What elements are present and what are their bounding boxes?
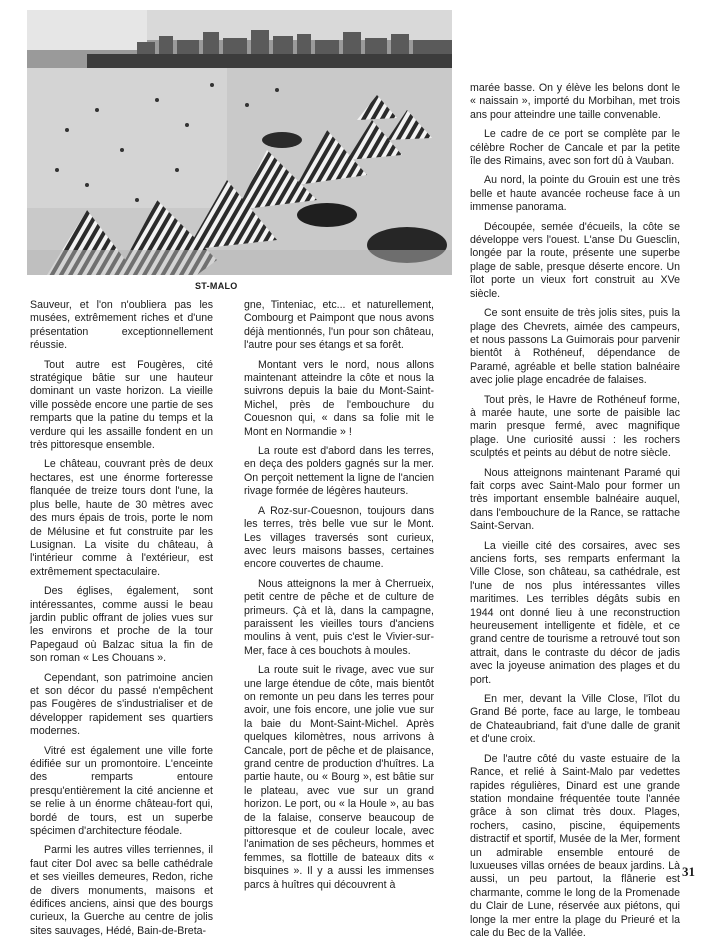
paragraph: Sauveur, et l'on n'oubliera pas les musées, extrêmement riches et d'une présentation exceptionnellement réussie.: [30, 299, 213, 352]
text-column-2: [244, 299, 434, 898]
paragraph: La route suit le rivage, avec vue sur une large étendue de côte, mais bientôt on remonte un peu dans les terres pour avoir, une fois encore, une jolie vue sur la baie du Mont-Saint-Michel. Après quelques kilomètres, nous arrivons à Cancale, port de pêche et de plaisance, grand centre de production d'huîtres. La partie haute, ou « Bourg », est bâtie sur le plateau, avec vue sur un grand horizon. Le port, ou « la Houle », au bas de la falaise, conserve beaucoup de pittoresque et de couleur locale, avec l'animation de ses pêcheurs, hommes et femmes, sa flottille de bateaux dits « bisquines ». Il y a aussi les immenses parcs à huîtres qui découvrent à: [244, 664, 434, 891]
paragraph: La route est d'abord dans les terres, en deça des polders gagnés sur la mer. On perçoit nettement la ligne de l'ancien rivage formée de légères hauteurs.: [244, 445, 434, 498]
text-column-3: [470, 82, 680, 946]
photo-caption: ST-MALO: [195, 281, 238, 291]
paragraph: Parmi les autres villes terriennes, il faut citer Dol avec sa belle cathédrale et ses vieilles demeures, Redon, riche de divers monuments, maisons et édifices anciens, ainsi que des bourgs curieux, la Guerche au centre de jolis sites sauvages, Hédé, Bain-de-Breta-: [30, 844, 213, 937]
paragraph: Montant vers le nord, nous allons maintenant atteindre la côte et nous la suivrons depuis la baie du Mont-Saint-Michel, près de l'embouchure du Couesnon qui, « dans sa folie mit le Mont en Normandie » !: [244, 358, 434, 438]
paragraph: De l'autre côté du vaste estuaire de la Rance, et relié à Saint-Malo par vedettes rapides régulières, Dinard est une grande station mondaine fréquentée toute l'année grâce à son climat très doux. Plages, rochers, casino, piscine, équipements distractif et sportif, Musée de la Mer, forment un admirable ensemble entouré de luxueuses villas ornées de beaux jardins. Là aussi, un peu partout, la flânerie est charmante, comme le long de la Promenade du Clair de Lune, réservée aux piétons, qui longe la mer entre la plage du Prieuré et la cale du Bec de la Vallée.: [470, 752, 680, 939]
paragraph: Tout autre est Fougères, cité stratégique bâtie sur une hauteur dominant un vaste horizon. La vieille ville possède encore une partie de ses remparts que la patine du temps et la verdure qui les assaille fondent en un très pittoresque ensemble.: [30, 358, 213, 452]
paragraph: Le château, couvrant près de deux hectares, est une énorme forteresse flanquée de treize tours dont l'une, la plus belle, haute de 30 mètres avec des murs épais de trois, porte le nom de Mélusine et fut construite par les Lusignan. La visite du château, à l'intérieur comme à l'extérieur, est extrêmement spectaculaire.: [30, 458, 213, 578]
page-number: 31: [682, 864, 695, 879]
paragraph: A Roz-sur-Couesnon, toujours dans les terres, très belle vue sur le Mont. Les villages traversés sont curieux, avec leurs maisons basses, certaines encore couvertes de chaume.: [244, 504, 434, 571]
paragraph: Nous atteignons la mer à Cherrueix, petit centre de pêche et de culture de primeurs. Çà et là, dans la campagne, paraissent les vieilles tours d'anciens moulins à vent, puis c'est le Vivier-sur-Mer, face à ces bouchots à moules.: [244, 577, 434, 657]
paragraph: Le cadre de ce port se complète par le célèbre Rocher de Cancale et par la petite île des Rimains, avec son fort dû à Vauban.: [470, 128, 680, 168]
paragraph: En mer, devant la Ville Close, l'îlot du Grand Bé porte, face au large, le tombeau de Chateaubriand, fait d'une dalle de granit et d'une croix.: [470, 693, 680, 746]
paragraph: La vieille cité des corsaires, avec ses anciens forts, ses remparts enfermant la Ville Close, son château, sa cathédrale, est l'une de nos plus intéressantes villes maritimes. Les terribles dégâts subis en 1944 ont donné lieu à une reconstruction heureusement intelligente et fidèle, et ce grand centre de tourisme a retrouvé tout son attrait, dans le contraste du décor de jadis avec la joyeuse animation des plages et du port.: [470, 539, 680, 686]
beach-photo-image: [27, 10, 452, 275]
paragraph: Vitré est également une ville forte édifiée sur un promontoire. L'enceinte des remparts entoure presqu'entièrement la cité ancienne et se relie à un énorme château-fort qui, bordé de tours, est un superbe spécimen d'architecture féodale.: [30, 744, 213, 838]
paragraph: Ce sont ensuite de très jolis sites, puis la plage des Chevrets, aimée des campeurs, et nous passons La Guimorais pour parvenir bientôt à Rothéneuf, dépendance de Paramé, agréable et belle station balnéaire avec jolie plage encadrée de falaises.: [470, 307, 680, 387]
beach-photo: [27, 10, 452, 275]
paragraph: Des églises, également, sont intéressantes, comme aussi le beau jardin public offrant de jolies vues sur les environs et proche de la tour Papegaud où Balzac situa la fin de son roman « Les Chouans ».: [30, 585, 213, 665]
paragraph: Nous atteignons maintenant Paramé qui fait corps avec Saint-Malo pour former un très important ensemble balnéaire auquel, dans l'embouchure de la Rance, se rattache Saint-Servan.: [470, 466, 680, 533]
paragraph: gne, Tinteniac, etc... et naturellement, Combourg et Paimpont que nous avons déjà mentionnés, l'un pour son château, l'autre pour ses étangs et sa forêt.: [244, 299, 434, 352]
paragraph: marée basse. On y élève les belons dont le « naissain », importé du Morbihan, met trois ans pour atteindre une taille convenable.: [470, 82, 680, 121]
paragraph: Cependant, son patrimoine ancien et son décor du passé n'empêchent pas Fougères de s'industrialiser et de développer rapidement ses quartiers modernes.: [30, 671, 213, 738]
paragraph: Tout près, le Havre de Rothéneuf forme, à marée haute, une sorte de paisible lac marin presque fermé, avec magnifique plage. Une curiosité aussi : les rochers sculptés et peints au début de notre siècle.: [470, 393, 680, 460]
text-column-1: [30, 299, 213, 944]
paragraph: Découpée, semée d'écueils, la côte se développe vers l'ouest. L'anse Du Guesclin, longée par la route, présente une superbe plage de sable, presque déserte encore. Un îlot porte un vieux fort construit au XVe siècle.: [470, 220, 680, 300]
paragraph: Au nord, la pointe du Grouin est une très belle et haute avancée rocheuse face à un immense panorama.: [470, 174, 680, 214]
